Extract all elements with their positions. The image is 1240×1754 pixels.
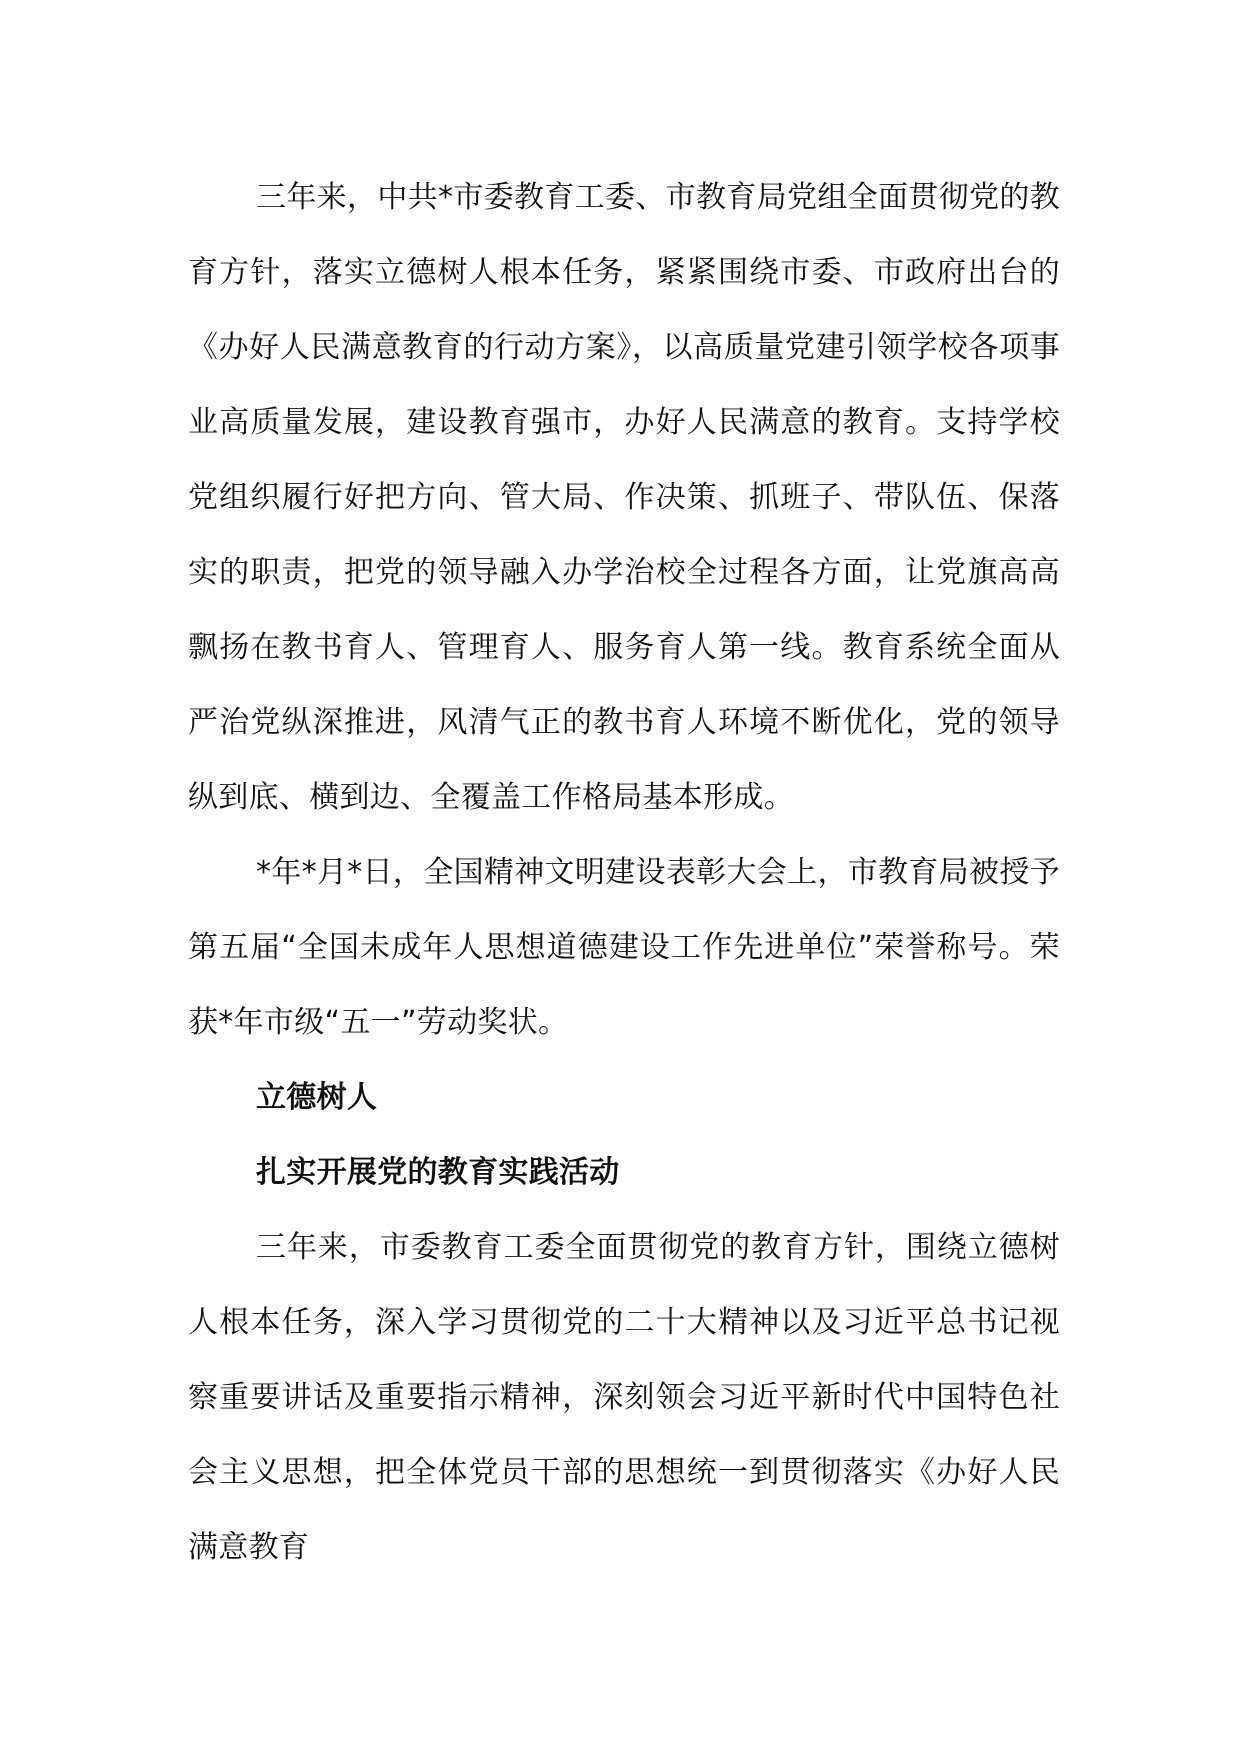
- section-heading: 立德树人: [256, 1080, 378, 1115]
- document-page: [188, 160, 1060, 1585]
- paragraph-honors: *年*月*日，全国精神文明建设表彰大会上，市教育局被授予第五届“全国未成年人思想道德建设工作先进单位”荣誉称号。荣获*年市级“五一”劳动奖状。: [188, 855, 1060, 1040]
- paragraph-practice: 三年来，市委教育工委全面贯彻党的教育方针，围绕立德树人根本任务，深入学习贯彻党的二十大精神以及习近平总书记视察重要讲话及重要指示精神，深刻领会习近平新时代中国特色社会主义思想，把全体党员干部的思想统一到贯彻落实《办好人民满意教育: [188, 1230, 1060, 1565]
- paragraph-intro: 三年来，中共*市委教育工委、市教育局党组全面贯彻党的教育方针，落实立德树人根本任务，紧紧围绕市委、市政府出台的《办好人民满意教育的行动方案》，以高质量党建引领学校各项事业高质量发展，建设教育强市，办好人民满意的教育。支持学校党组织履行好把方向、管大局、作决策、抓班子、带队伍、保落实的职责，把党的领导融入办学治校全过程各方面，让党旗高高飘扬在教书育人、管理育人、服务育人第一线。教育系统全面从严治党纵深推进，风清气正的教书育人环境不断优化，党的领导纵到底、横到边、全覆盖工作格局基本形成。: [188, 180, 1060, 815]
- subsection-heading: 扎实开展党的教育实践活动: [256, 1155, 620, 1190]
